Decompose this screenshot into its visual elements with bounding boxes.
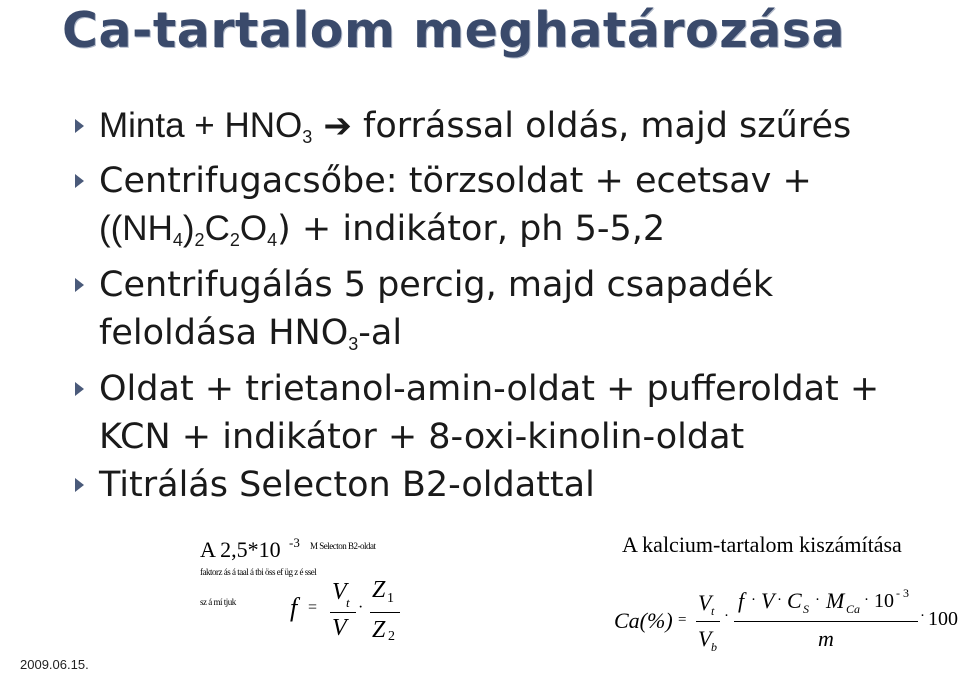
factor-z1-sub: 1	[387, 591, 394, 606]
slide-date: 2009.06.15.	[20, 657, 89, 672]
factor-formula	[200, 533, 440, 663]
factor-frac-line-1	[330, 612, 356, 613]
sub-2: 2	[194, 230, 205, 250]
calcium-c: C	[787, 588, 802, 613]
bullet-3-line-1: Centrifugálás 5 percig, majd csapadék	[99, 265, 774, 305]
paren-text: )	[182, 209, 195, 248]
page-title: Ca-tartalom meghatározása	[62, 2, 846, 59]
bullet-1-post: forrással oldás, majd szűrés	[351, 106, 852, 146]
calcium-dot-6: ·	[920, 608, 925, 624]
calcium-vb: V	[698, 626, 712, 651]
bullet-1	[75, 102, 945, 150]
bullet-arrow-icon	[75, 382, 84, 396]
c-text: C	[204, 209, 230, 248]
sub-4: 4	[172, 230, 183, 250]
bullet-arrow-icon	[75, 119, 84, 133]
calcium-hundred: 100	[928, 608, 958, 630]
calcium-frac-line-2	[734, 621, 918, 622]
calcium-ca-percent: Ca(%)	[614, 608, 673, 633]
calcium-mass: m	[818, 626, 834, 651]
calcium-v: V	[761, 588, 775, 613]
bullet-2-line-2	[99, 205, 945, 253]
bullet-3-sub: 3	[348, 334, 359, 354]
bullet-2	[75, 157, 945, 253]
bullet-3-post: -al	[358, 313, 403, 353]
bullet-4	[75, 365, 945, 461]
factor-v: V	[332, 615, 347, 641]
factor-z2: Z	[372, 617, 386, 643]
right-arrow-icon: ➔	[323, 106, 352, 146]
bullet-5-text: Titrálás Selecton B2-oldattal	[99, 465, 595, 505]
bullet-arrow-icon	[75, 278, 84, 292]
factor-vt: V	[332, 579, 347, 605]
factor-z2-sub: 2	[388, 629, 395, 644]
bullet-arrow-icon	[75, 174, 84, 188]
factor-frac-line-2	[370, 612, 400, 613]
calcium-ten: 10	[874, 590, 894, 612]
bullet-3	[75, 261, 945, 357]
sub-2b: 2	[229, 230, 240, 250]
bullet-1-text: Minta + HNO	[99, 106, 303, 145]
calcium-vb-sub: b	[711, 640, 717, 654]
calcium-equals: =	[678, 612, 687, 628]
calcium-dot-3: ·	[777, 592, 782, 608]
calcium-exponent: - 3	[896, 586, 909, 600]
bullet-5	[75, 461, 945, 509]
bullet-4-line-2: KCN + indikátor + 8-oxi-kinolin-oldat	[99, 417, 745, 457]
bullet-list	[75, 102, 945, 517]
nh-text: ((NH	[99, 209, 173, 248]
bullet-3-pre: feloldása HNO	[99, 313, 349, 353]
bullet-2-rest: ) + indikátor, ph 5-5,2	[277, 209, 666, 249]
bullet-3-line-2	[99, 309, 945, 357]
calcium-dot-5: ·	[864, 592, 869, 608]
calcium-heading: A kalcium-tartalom kiszámítása	[622, 532, 902, 557]
calcium-dot-2: ·	[751, 592, 756, 608]
calcium-frac-line-1	[696, 621, 720, 622]
calcium-c-sub: S	[803, 602, 809, 616]
factor-equals: =	[308, 599, 318, 616]
bullet-4-line-1: Oldat + trietanol-amin-oldat + pufferoldat +	[99, 369, 880, 409]
factor-dot: ·	[358, 599, 364, 616]
o-text: O	[239, 209, 268, 248]
calcium-vt: V	[698, 590, 712, 615]
factor-f: f	[290, 593, 298, 622]
calcium-f: f	[738, 588, 745, 613]
calcium-vt-sub: t	[711, 604, 715, 618]
calcium-formula	[614, 528, 960, 658]
sub-4b: 4	[267, 230, 278, 250]
factor-tiny-1: M Selecton B2-oldat	[310, 541, 376, 551]
factor-exponent: -3	[289, 535, 300, 550]
calcium-dot-4: ·	[815, 592, 820, 608]
factor-tiny-2: faktorz ás á taal á tbi öss ef üg z é ssel	[200, 567, 317, 577]
factor-z1: Z	[372, 577, 386, 603]
factor-vt-sub: t	[346, 595, 350, 610]
factor-tiny-3: sz á mí tjuk	[200, 597, 236, 607]
bullet-1-sub: 3	[302, 127, 313, 147]
bullet-2-line-1: Centrifugacsőbe: törzsoldat + ecetsav +	[99, 161, 812, 201]
calcium-m: M	[826, 588, 845, 613]
bullet-arrow-icon	[75, 478, 84, 492]
calcium-m-sub: Ca	[846, 602, 861, 616]
calcium-dot-1: ·	[724, 608, 729, 624]
factor-lead: A 2,5*10	[200, 537, 281, 562]
